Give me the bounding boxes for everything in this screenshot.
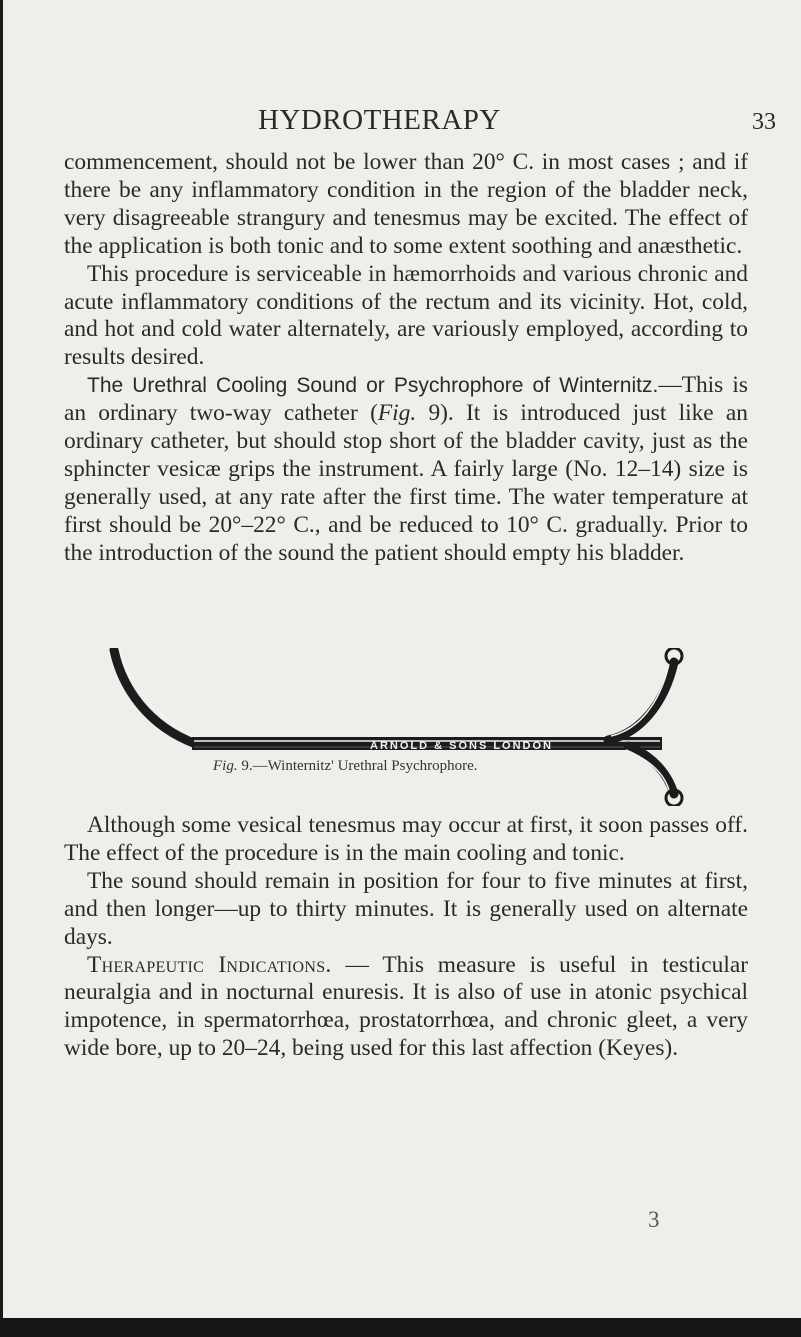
paragraph-5: The sound should remain in position for four to five minutes at first, and then longer—up to thirty minutes. It is generally used on alternate days. — [64, 867, 748, 950]
page-edge-shadow — [0, 0, 3, 1337]
figure-psychrophore — [108, 648, 698, 806]
maker-mark-text: ARNOLD & SONS LONDON — [370, 740, 553, 752]
text-lower — [64, 812, 748, 1063]
paragraph-4: Although some vesical tenesmus may occur at first, it soon passes off. The effect of the procedure is in the main cooling and tonic. — [64, 812, 748, 866]
figure-caption: Fig. 9.—Winternitz' Urethral Psychrophore. — [213, 758, 478, 774]
section-heading-therapeutic: Therapeutic Indications. — [87, 951, 332, 978]
paragraph-therapeutic: Therapeutic Indications. — This measure is useful in testicular neuralgia and in nocturnal enuresis. It is also of use in atonic psychical impotence, in spermatorrhœa, prostatorrhœa, and chronic gleet, a very wide bore, up to 20–24, being used for this last affection (Keyes). — [64, 951, 748, 1062]
signature-mark: 3 — [648, 1207, 660, 1232]
figure-reference: Fig. — [377, 400, 417, 427]
paragraph-2: This procedure is serviceable in hæmorrhoids and various chronic and acute inflammatory conditions of the rectum and its vicinity. Hot, cold, and hot and cold water alternately, are variously employed, according to results desired. — [64, 260, 748, 371]
page-number: 33 — [752, 109, 776, 135]
catheter-illustration — [108, 648, 698, 806]
running-title: HYDROTHERAPY — [258, 104, 501, 136]
section-heading-psychrophore: The Urethral Cooling Sound or Psychrophore of Winternitz. — [87, 374, 659, 398]
scan-bottom-edge — [0, 1318, 801, 1337]
paragraph-psychrophore: The Urethral Cooling Sound or Psychrophore of Winternitz.—This is an ordinary two-way catheter (Fig. 9). It is introduced just like an ordinary catheter, but should stop short of the bladder cavity, just as the sphincter vesicæ grips the instrument. A fairly large (No. 12–14) size is generally used, at any rate after the first time. The water temperature at first should be 20°–22° C., and be reduced to 10° C. gradually. Prior to the introduction of the sound the patient should empty his bladder. — [64, 372, 748, 566]
page-header — [0, 104, 801, 144]
paragraph-1: commencement, should not be lower than 20° C. in most cases ; and if there be any inflammatory condition in the region of the bladder neck, very disagreeable strangury and tenesmus may be excited. The effect of the application is both tonic and to some extent soothing and anæsthetic. — [64, 149, 748, 259]
text-upper — [64, 149, 748, 568]
